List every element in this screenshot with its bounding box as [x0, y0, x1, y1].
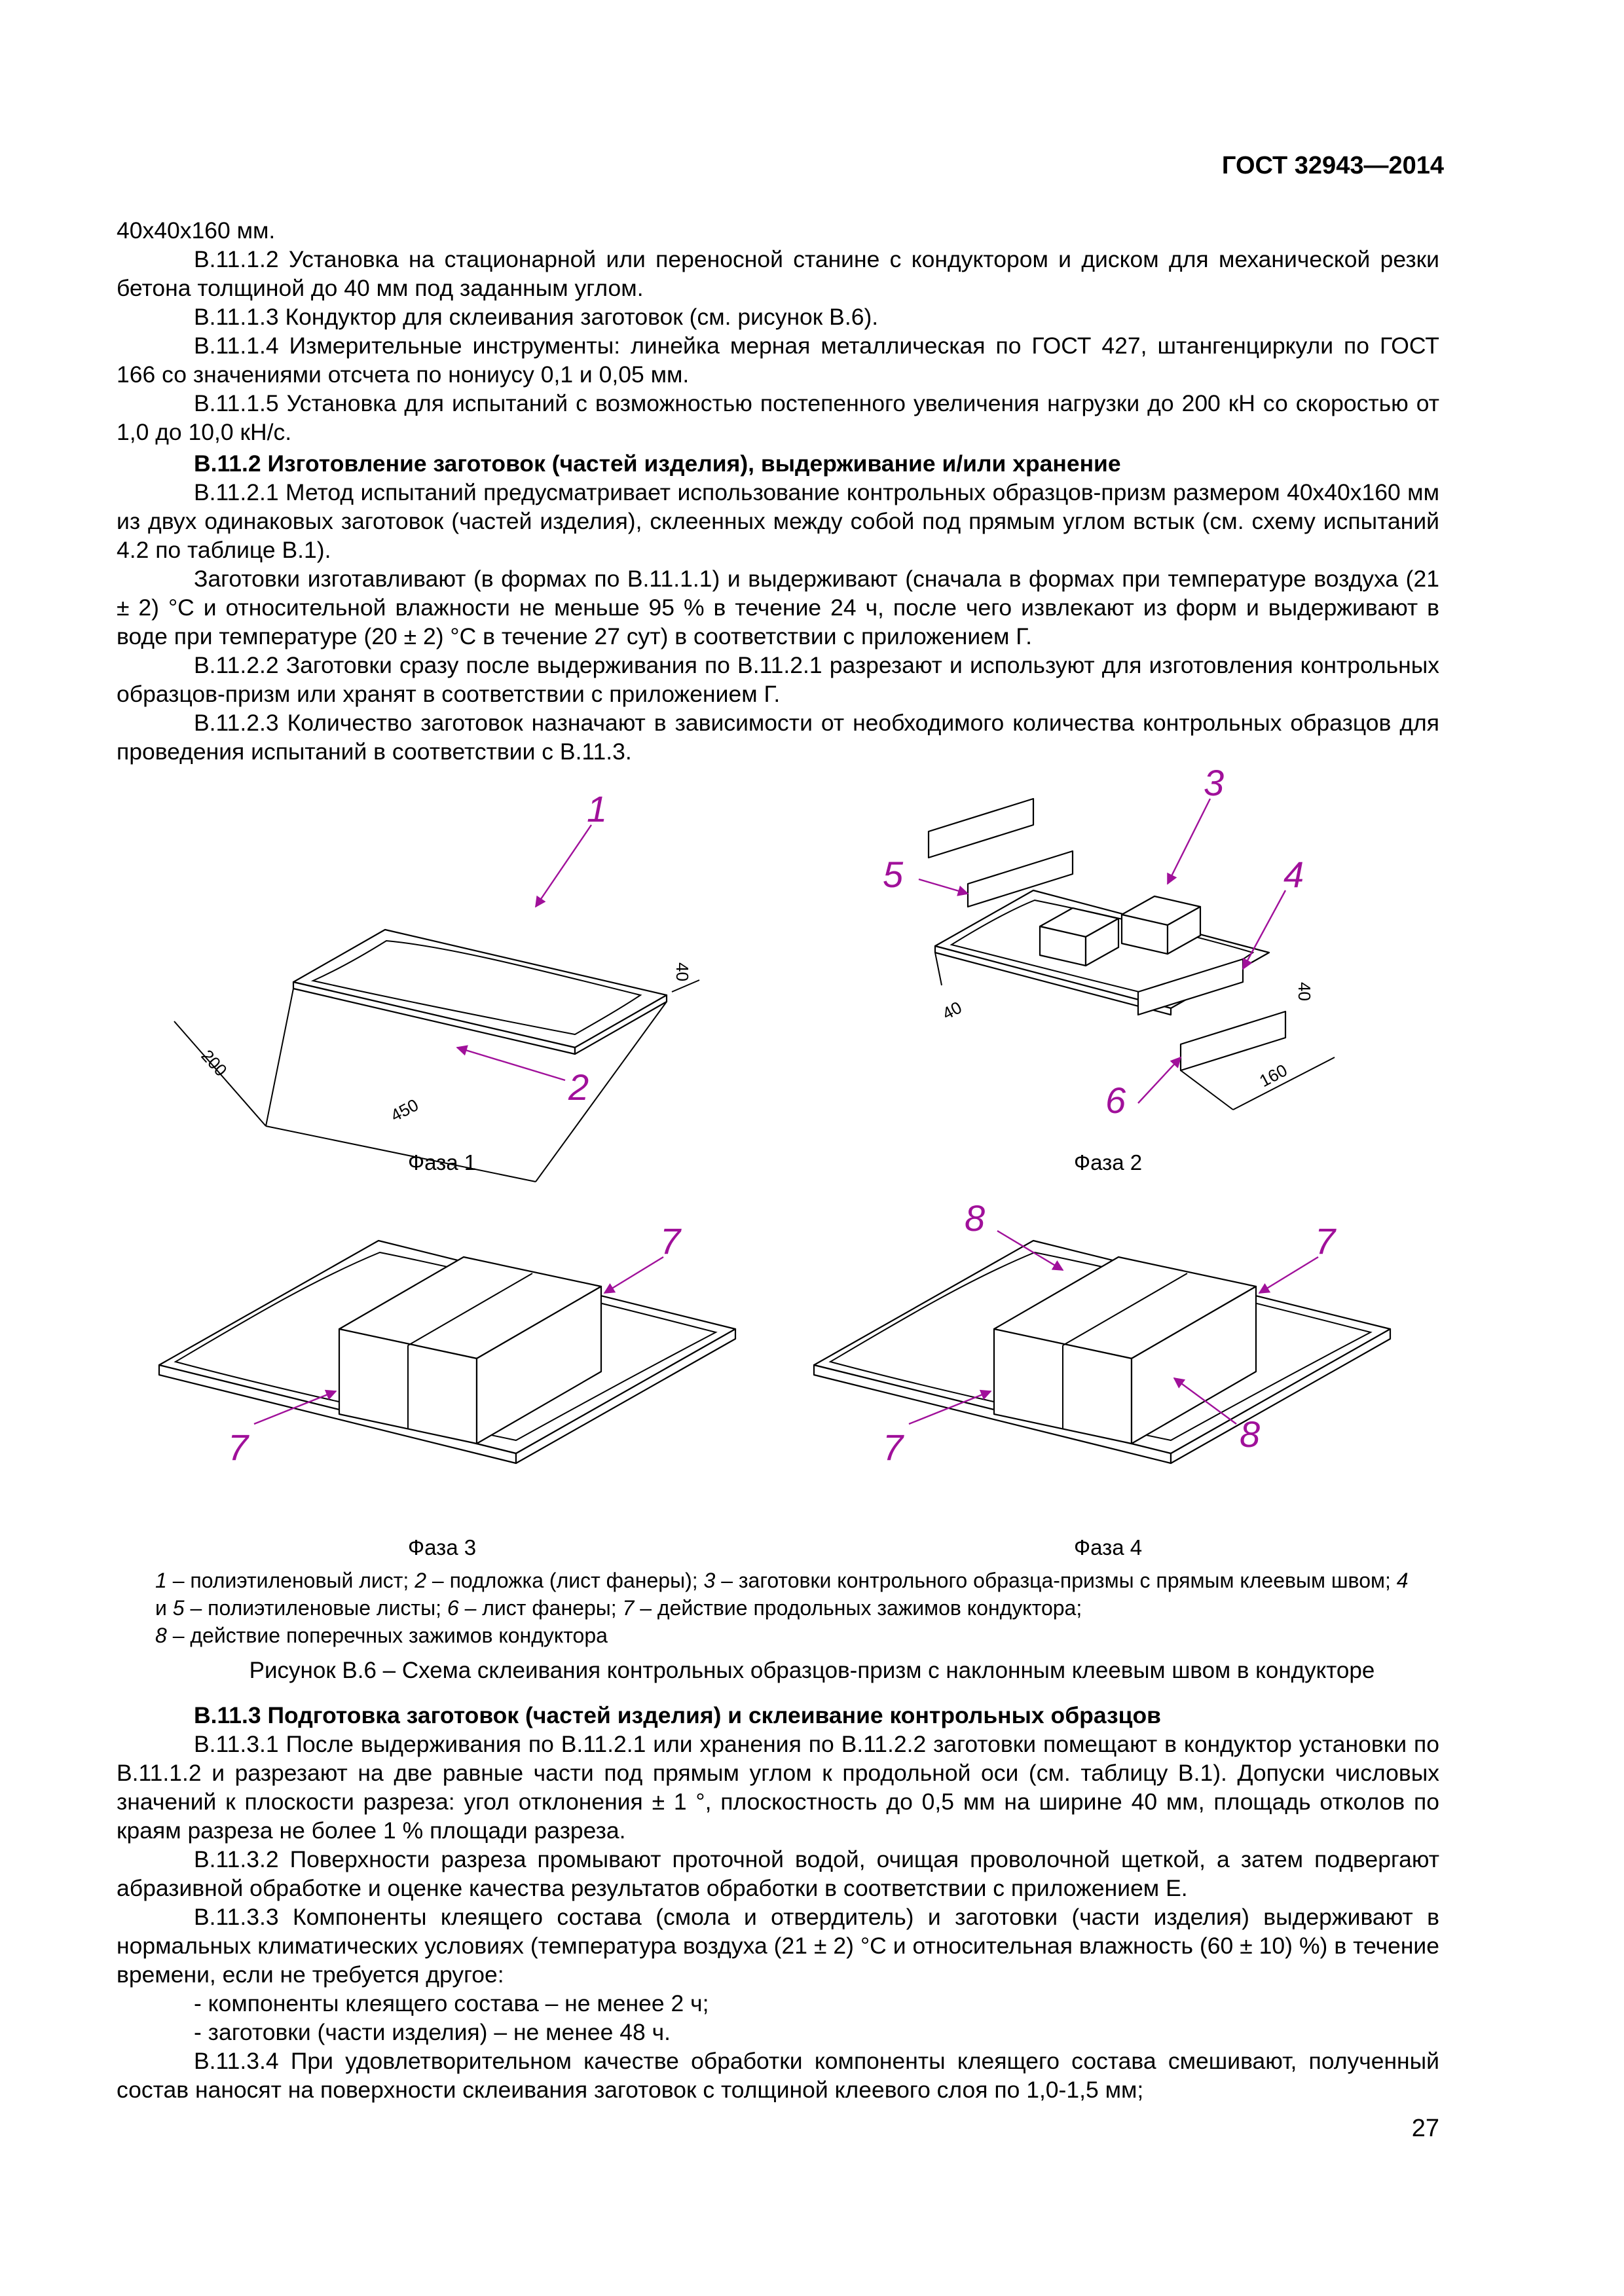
dim-label-200: 200: [197, 1046, 231, 1080]
heading-b11-3: В.11.3 Подготовка заготовок (частей изделия) и склеивание контрольных образцов: [194, 1702, 1161, 1728]
callout-7-leader-phase4-right: [1259, 1257, 1318, 1293]
legend-num-7: 7: [622, 1596, 635, 1620]
callout-3: 3: [1204, 769, 1225, 803]
phase-2-drawing: [883, 769, 1335, 1121]
callout-7-leader-right: [604, 1257, 663, 1293]
phase-3-drawing: [159, 1220, 735, 1468]
list-item-components: - компоненты клеящего состава – не менее 2 ч;: [194, 1990, 709, 2016]
dim-label-40-phase2-side: 40: [1295, 982, 1314, 1001]
legend-num-5: 5: [172, 1596, 185, 1620]
page-number: 27: [1411, 2115, 1439, 2142]
legend-text-3: – заготовки контрольного образца-призмы с прямым клеевым швом;: [715, 1569, 1397, 1592]
legend-num-8: 8: [155, 1624, 167, 1647]
legend-num-4: 4: [1396, 1569, 1409, 1592]
callout-4-leader: [1243, 890, 1285, 969]
callout-6-leader: [1138, 1057, 1181, 1103]
paragraph-b11-3-3: В.11.3.3 Компоненты клеящего состава (смола и отвердитель) и заготовки (части изделия) выдерживают в нормальных климатических условиях (температура воздуха (21 ± 2) °С и относительная влажность (60 ± 10) %) в течение времени, если не требуется другое:: [117, 1904, 1439, 1988]
callout-8-bottom: 8: [1240, 1413, 1261, 1455]
paragraph-b11-2-3: В.11.2.3 Количество заготовок назначают в зависимости от необходимого количества контрольных образцов для проведения испытаний в соответствии с В.11.3.: [117, 710, 1439, 765]
paragraph-b11-1-2: В.11.1.2 Установка на стационарной или переносной станине с кондуктором и диском для механической резки бетона толщиной до 40 мм под заданным углом.: [117, 246, 1439, 301]
callout-3-leader: [1168, 799, 1210, 884]
dim-label-450: 450: [387, 1095, 422, 1126]
callout-7-right: 7: [660, 1220, 681, 1262]
list-item-blanks: - заготовки (части изделия) – не менее 48 ч.: [194, 2019, 671, 2045]
heading-b11-2: В.11.2 Изготовление заготовок (частей изделия), выдерживание и/или хранение: [194, 450, 1121, 477]
dim-line-450: [266, 1126, 536, 1182]
dim-ext-40: [672, 980, 699, 992]
callout-1-leader: [536, 825, 591, 907]
callout-6: 6: [1105, 1080, 1126, 1121]
legend-text-2: – подложка (лист фанеры);: [426, 1569, 704, 1592]
phase-1-label: Фаза 1: [408, 1150, 477, 1175]
legend-text-7: – действие продольных зажимов кондуктора;: [634, 1596, 1082, 1620]
callout-5-leader: [919, 879, 968, 894]
legend-text-8: – действие поперечных зажимов кондуктора: [166, 1624, 608, 1647]
legend-text-6: – лист фанеры;: [458, 1596, 623, 1620]
paragraph-b11-3-2: В.11.3.2 Поверхности разреза промывают проточной водой, очищая проволочной щеткой, а затем подвергают абразивной обработке и оценке качества результатов обработки в соответствии с приложением Е.: [117, 1846, 1439, 1901]
paragraph-b11-3-4: В.11.3.4 При удовлетворительном качестве обработки компоненты клеящего состава смешивают, полученный состав наносят на поверхности склеивания заготовок с толщиной клеевого слоя по 1,0-1,5 мм;: [117, 2048, 1439, 2103]
paragraph-b11-1-5: В.11.1.5 Установка для испытаний с возможностью постепенного увеличения нагрузки до 200 кН со скоростью от 1,0 до 10,0 кН/с.: [117, 390, 1439, 445]
phase-3-label: Фаза 3: [408, 1535, 477, 1559]
plywood-sheet-6: [1181, 1011, 1285, 1070]
figure-b6: [117, 769, 1439, 1575]
callout-5: 5: [883, 854, 904, 895]
dim-label-160: 160: [1256, 1060, 1291, 1091]
legend-num-1: 1: [155, 1569, 167, 1592]
legend-text-1: – полиэтиленовый лист;: [166, 1569, 415, 1592]
phase-1-drawing: [174, 788, 699, 1182]
legend-text-4: и: [155, 1596, 173, 1620]
callout-2-leader: [457, 1048, 565, 1080]
callout-7-phase4-left: 7: [883, 1427, 904, 1468]
text-block-bottom: [117, 1701, 1439, 2104]
phase-4-label: Фаза 4: [1074, 1535, 1143, 1559]
phase-2-label: Фаза 2: [1074, 1150, 1143, 1175]
paragraph-b11-2-1-cont: Заготовки изготавливают (в формах по В.11.1.1) и выдерживают (сначала в формах при температуре воздуха (21 ± 2) °С и относительной влажности не меньше 95 % в течение 24 ч, после чего извлекают из форм и выдерживают в воде при температуре (20 ± 2) °С в течение 27 сут) в соответствии с приложением Г.: [117, 566, 1439, 649]
paragraph-b11-2-1: В.11.2.1 Метод испытаний предусматривает использование контрольных образцов-призм размером 40х40х160 мм из двух одинаковых заготовок (частей изделия), склеенных между собой под прямым углом встык (см. схему испытаний 4.2 по таблице В.1).: [117, 479, 1439, 563]
figure-legend: [155, 1567, 1419, 1649]
figure-b6-drawing: [117, 769, 1439, 1575]
dim-ext-160a: [1181, 1070, 1233, 1110]
phase-4-drawing: [814, 1197, 1390, 1468]
film-sheet-4-back: [929, 799, 1033, 858]
callout-1: 1: [587, 788, 608, 829]
callout-4: 4: [1283, 854, 1304, 895]
legend-num-3: 3: [703, 1569, 716, 1592]
dim-ext-40b: [935, 953, 942, 985]
paragraph-b11-1-4: В.11.1.4 Измерительные инструменты: линейка мерная металлическая по ГОСТ 427, штангенциркули по ГОСТ 166 со значениями отсчета по нониусу 0,1 и 0,05 мм.: [117, 333, 1439, 388]
paragraph-b11-1-3: В.11.1.3 Кондуктор для склеивания заготовок (см. рисунок В.6).: [194, 304, 879, 330]
callout-7-phase4-right: 7: [1315, 1220, 1336, 1262]
figure-caption: Рисунок В.6 – Схема склеивания контрольных образцов-призм с наклонным клеевым швом в кондукторе: [249, 1658, 1375, 1683]
legend-num-6: 6: [447, 1596, 459, 1620]
text-block-top: [117, 216, 1439, 766]
paragraph-b11-2-2: В.11.2.2 Заготовки сразу после выдерживания по В.11.2.1 разрезают и используют для изготовления контрольных образцов-призм или хранят в соответствии с приложением Г.: [117, 652, 1439, 707]
legend-num-2: 2: [415, 1569, 426, 1592]
callout-2: 2: [568, 1066, 589, 1108]
dim-ext-200: [266, 989, 293, 1126]
intro-line: 40х40х160 мм.: [117, 217, 276, 244]
callout-8-top: 8: [965, 1197, 986, 1239]
legend-text-5: – полиэтиленовые листы;: [184, 1596, 447, 1620]
dim-label-40-phase2: 40: [939, 997, 965, 1024]
paragraph-b11-3-1: В.11.3.1 После выдерживания по В.11.2.1 или хранения по В.11.2.2 заготовки помещают в кондуктор установки по В.11.1.2 и разрезают на две равные части под прямым углом к продольной оси (см. таблицу В.1). Допуски числовых значений к плоскости разреза: угол отклонения ± 1 °, плоскостность до 0,5 мм на ширине 40 мм, площадь отколов по краям разреза не более 1 % площади разреза.: [117, 1731, 1439, 1844]
dim-label-40-phase1: 40: [673, 962, 692, 981]
page-header-standard: ГОСТ 32943—2014: [1221, 152, 1444, 179]
callout-7-left: 7: [228, 1427, 249, 1468]
